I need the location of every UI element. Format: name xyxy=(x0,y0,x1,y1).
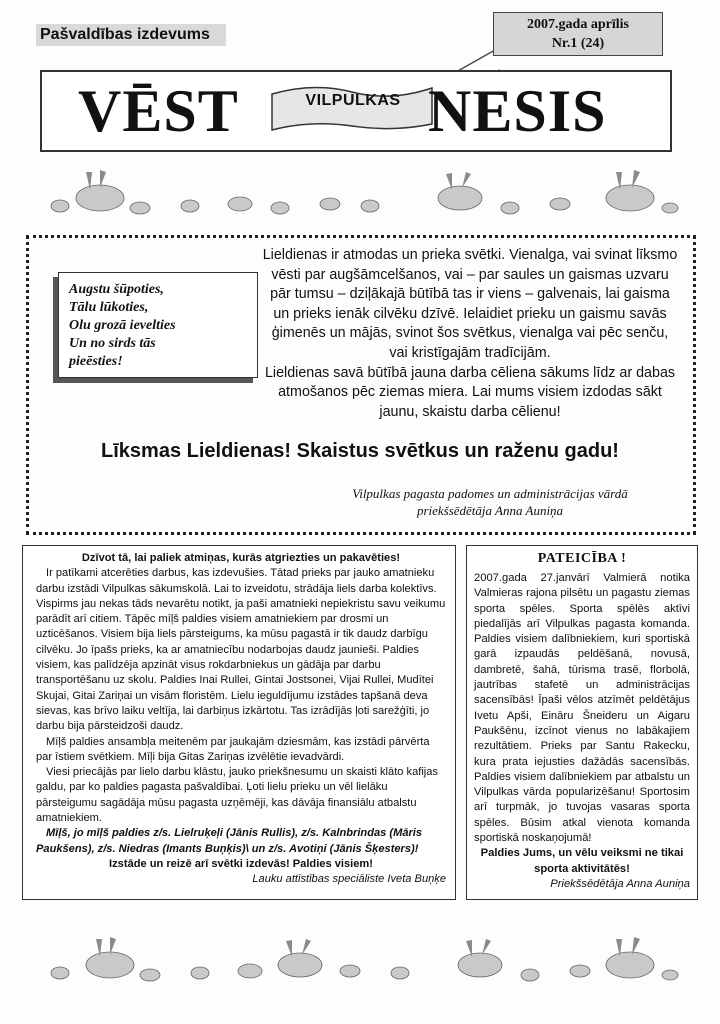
left-article-paragraph: Viesi priecājās par lielo darbu klāstu, jauko priekšnesumu un skaisti klāto kafijas galdu, par ko paldies pagasta pašvaldībai. Ļoti lielu prieku un vēl lielāku pārsteigumu sagādāja mūsu pagasta uzņēmēji, kas dāvāja finansiālu atbalstu amatniekiem. xyxy=(36,766,438,825)
right-article-heading: PATEICĪBA ! xyxy=(537,551,627,566)
left-article-paragraph: Ir patīkami atcerēties darbus, kas izdevušies. Tātad prieks par jauko amatnieku darbu izstādi Vilpulkas sākumskolā. Lai to izveidotu, strādāja liels darba kolektīvs. Vispirms jau nekas tāds nevarētu notikt, ja paši amatnieki nepiekristu savu veikumu parādīt arī citiem. Tāpēc mīļš paldies visiem amatniekiem par drosmi un uzticēšanos. Visiem bija liels pārsteigums, ka mūsu pagastā ir tik daudz darbīgu cilvēku. Jo īpašs prieks, ka ar amatniecību nodarbojas daudz jaunieši. Paldies visiem, kas palīdzēja apzināt visus rokdarbniekus un gādāja par darbu transportēšanu uz skolu. Paldies Inai Rullei, Gintai Jostsonei, Vijai Rullei, Mudītei Skujai, Gitai Zariņai un visām floristēm. Lielu ieguldījumu izstādes tapšanā deva sievas, kas brīvo laiku veltīja, lai darbiņus izkārtotu. Tas izrādījās ļoti sarežģīti, jo darbu bija pārsteidzoši daudz. xyxy=(36,567,446,733)
poem-line: pieēsties! xyxy=(69,354,123,369)
easter-paragraph-2: Lieldienas savā būtībā jauna darba cēliena sākums līdz ar dabas atmošanos pēc ziemas miera. Lai mums visiem izdodas sākt jaunu, skaistu darba cēlienu! xyxy=(264,364,676,420)
easter-decoration-strip-top xyxy=(40,168,680,218)
right-article xyxy=(474,571,690,892)
right-article-body: 2007.gada 27.janvārī Valmierā notika Valmieras rajona pilsētu un pagastu ziemas sporta spēles. Sporta spēlēs aktīvi piedalījās arī Vilpulkas pagasta komanda. Paldies visiem dalībniekiem, kuri sportiskā garā izpaudās peldēšanā, novusā, dambretē, šahā, tūrisma trasē, florbolā, jautrības stafetē un administrācijas sacensībās! Īpaši vēlos atzīmēt peldētājus Ivetu Apši, Eināru Šneideru un Aigaru Paukšēnu, izcīnot vienus no labākajiem rezultātiem. Prieks par Santu Rakecku, kura prata iejusties dažādās sacensībās. Paldies visiem dalībniekiem par atbalstu un Vilpulkas vārda popularizēšanu! Sportosim arī turpmāk, jo tuvojas vasaras sporta spēles. Būsim atkal vienota komanda sportiskā noskaņojumā! xyxy=(474,572,690,845)
left-article xyxy=(36,551,446,888)
masthead-left-word: VĒST xyxy=(78,78,239,144)
left-article-closing: Izstāde un reizē arī svētki izdevās! Paldies visiem! xyxy=(109,857,373,870)
easter-signature xyxy=(300,485,680,519)
signature-line-1: Vilpulkas pagasta padomes un administrācijas vārdā xyxy=(352,486,628,501)
easter-message xyxy=(262,246,678,422)
issue-date: 2007.gada aprīlis xyxy=(527,17,629,32)
right-article-closing: Paldies Jums, un vēlu veiksmi ne tikai sporta aktivitātēs! xyxy=(480,847,684,875)
poem-line: Un no sirds tās xyxy=(69,336,156,351)
left-article-paragraph: Mīļš paldies ansambļa meitenēm par jaukajām dziesmām, kas izstādi pārvērta par īstiem svētkiem. Mīļi bija Gitas Zariņas izvēlētie ievadvārdi. xyxy=(36,735,430,763)
left-article-heading: Dzīvot tā, lai paliek atmiņas, kurās atgriezties un pakavēties! xyxy=(81,552,401,564)
easter-decoration-strip-bottom xyxy=(40,935,680,985)
masthead-banner-text: VILPULKAS xyxy=(305,92,401,109)
easter-paragraph-1: Lieldienas ir atmodas un prieka svētki. Vienalga, vai svinat līksmo vēsti par augšāmcelšanos, vai – par saules un gaismas uzvaru pār tumsu – dziļākajā būtībā tas ir viens – galvenais, lai gaisma un prieks ienāk cilvēku dzīvē. Ielaidiet prieku un gaismu savās ģimenēs un mājās, svinot šos svētkus, vienalga vai pēc senču, vai kristīgajām tradīcijām. xyxy=(262,247,678,361)
issue-number: Nr.1 (24) xyxy=(551,36,605,51)
masthead-ribbon-banner xyxy=(266,80,438,140)
poem-line: Olu grozā ievelties xyxy=(69,318,176,333)
left-article-signature: Lauku attīstības speciāliste Iveta Buņķe xyxy=(252,873,446,886)
easter-poem-box xyxy=(58,272,258,378)
easter-greeting-headline: Līksmas Lieldienas! Skaistus svētkus un raženu gadu! xyxy=(101,440,619,462)
signature-line-2: priekšsēdētāja Anna Auniņa xyxy=(416,503,564,518)
right-article-signature: Priekšsēdētāja Anna Auniņa xyxy=(550,877,690,890)
masthead-right-word: NESIS xyxy=(428,78,607,144)
poem-line: Tālu lūkoties, xyxy=(69,300,149,315)
poem-line: Augstu šūpoties, xyxy=(69,282,164,297)
left-article-thanks: Mīļš, jo mīļš paldies z/s. Lielruķeļi (Jānis Rullis), z/s. Kalnbrindas (Māris Paukšens), z/s. Niedras (Imants Buņķis)\ un z/s. Avotiņi (Jānis Šķesters)! xyxy=(36,827,423,855)
publisher-label: Pašvaldības izdevums xyxy=(36,24,226,46)
issue-info-box xyxy=(493,12,663,56)
